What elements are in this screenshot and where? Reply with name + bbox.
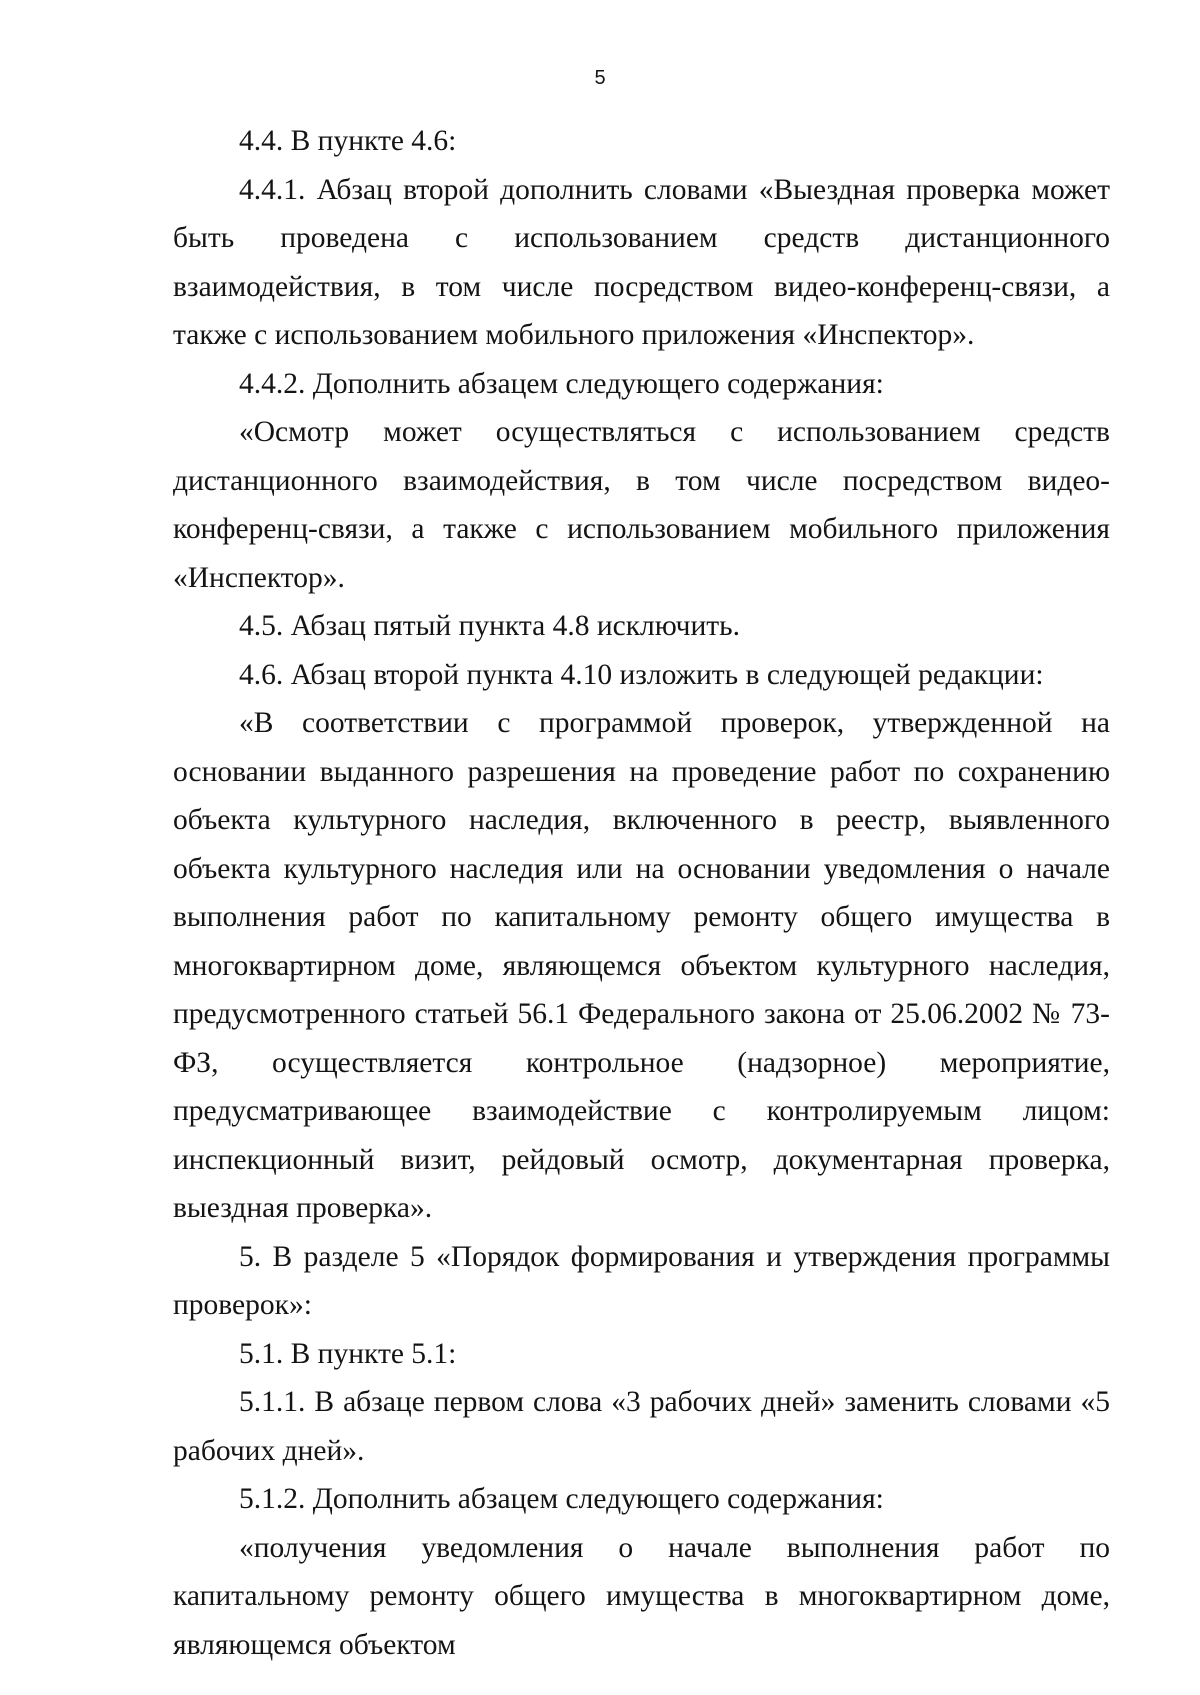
paragraph-5-1: 5.1. В пункте 5.1: xyxy=(239,1337,457,1370)
paragraph-5: 5. В разделе 5 «Порядок формирования и утверждения программы проверок»: xyxy=(173,1240,1110,1321)
page-number: 5 xyxy=(594,67,606,89)
paragraph-4-5: 4.5. Абзац пятый пункта 4.8 исключить. xyxy=(239,610,741,642)
paragraph-4-6: 4.6. Абзац второй пункта 4.10 изложить в следующей редакции: xyxy=(239,658,1044,691)
paragraph-5-1-2: 5.1.2. Дополнить абзацем следующего содержания: xyxy=(239,1483,884,1515)
paragraph-4-4-1: 4.4.1. Абзац второй дополнить словами «Выездная проверка может быть проведена с использованием средств дистанционного взаимодействия, в том числе посредством видео-конференц-связи, а также с использованием мобильного приложения «Инспектор». xyxy=(173,173,1110,351)
paragraph-4-4-2: 4.4.2. Дополнить абзацем следующего содержания: xyxy=(239,367,884,400)
paragraph-4-4: 4.4. В пункте 4.6: xyxy=(239,125,457,157)
document-body xyxy=(173,117,1110,1669)
paragraph-4-4-2-quote: «Осмотр может осуществляться с использованием средств дистанционного взаимодействия, в том числе посредством видео-конференц-связи, а также с использованием мобильного приложения «Инспектор». xyxy=(173,416,1110,594)
paragraph-5-1-2-quote: «получения уведомления о начале выполнения работ по капитальному ремонту общего имущества в многоквартирном доме, являющемся объектом xyxy=(173,1531,1110,1661)
paragraph-4-6-quote: «В соответствии с программой проверок, утвержденной на основании выданного разрешения на проведение работ по сохранению объекта культурного наследия, включенного в реестр, выявленного объекта культурного наследия или на основании уведомления о начале выполнения работ по капитальному ремонту общего имущества в многоквартирном доме, являющемся объектом культурного наследия, предусмотренного статьей 56.1 Федерального закона от 25.06.2002 № 73-ФЗ, осуществляется контрольное (надзорное) мероприятие, предусматривающее взаимодействие с контролируемым лицом: инспекционный визит, рейдовый осмотр, документарная проверка, выездная проверка». xyxy=(173,707,1110,1224)
paragraph-5-1-1: 5.1.1. В абзаце первом слова «3 рабочих дней» заменить словами «5 рабочих дней». xyxy=(173,1386,1110,1467)
